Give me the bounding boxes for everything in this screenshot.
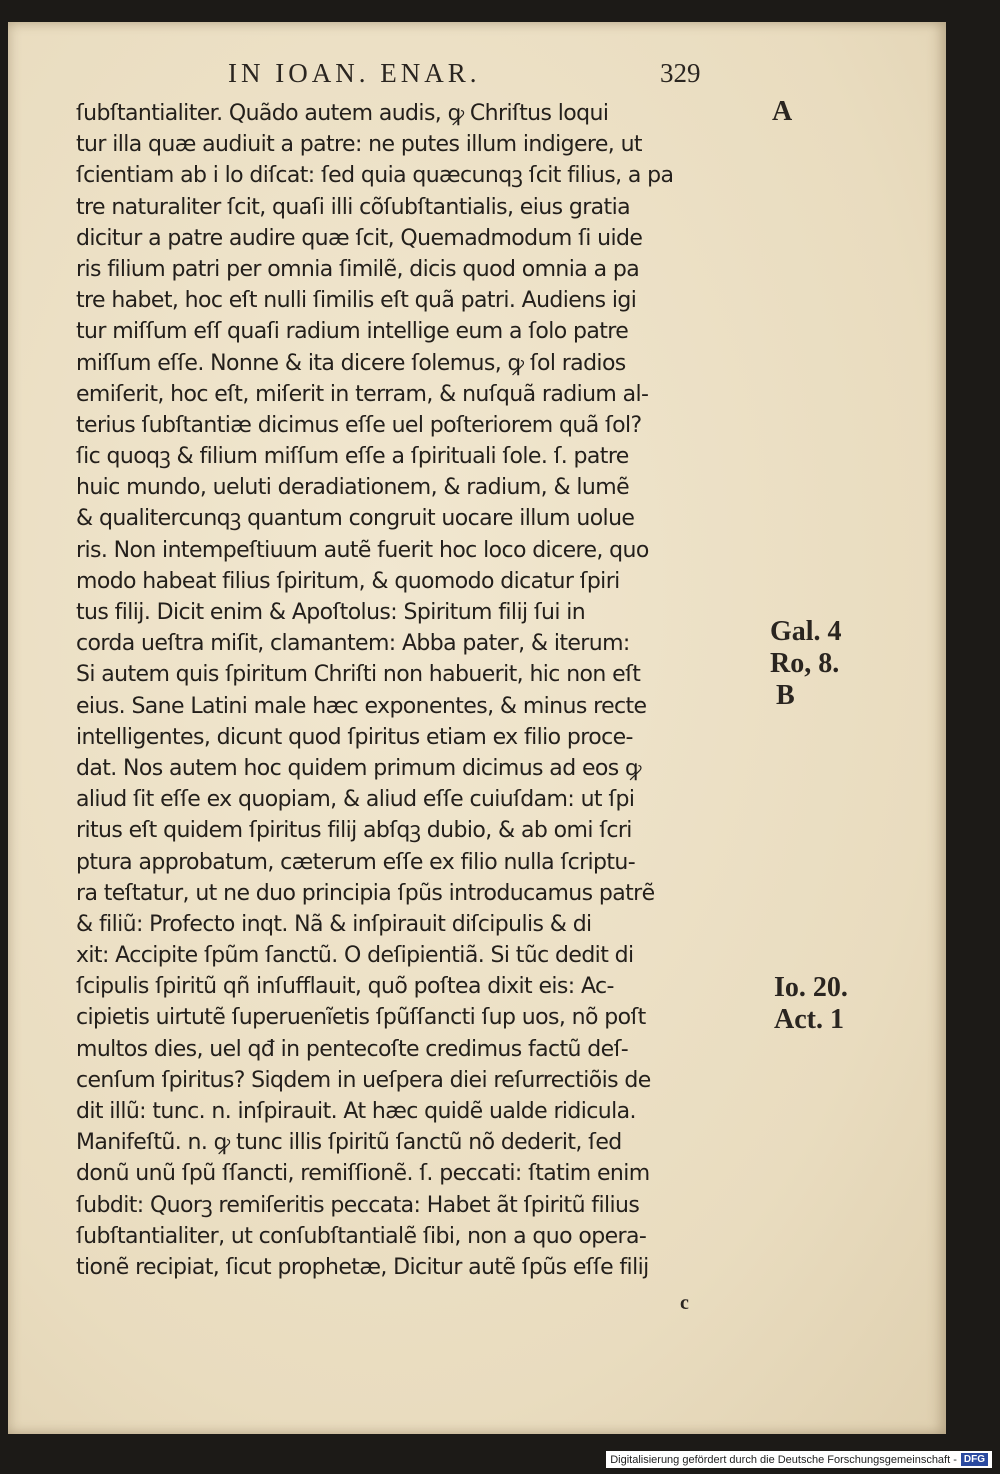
text-line: tus filij. Dicit enim & Apoſtolus: Spiritum filij ſui in [76, 600, 586, 625]
margin-ref-acts: Act. 1 [774, 1004, 844, 1035]
text-line: tre naturaliter ſcit, quaſi illi cõſubſtantialis, eius gratia [76, 194, 630, 220]
text-line: aliud ſit eſſe ex quopiam, & aliud eſſe cuiuſdam: ut ſpi [76, 787, 635, 813]
text-line: ſubſtantialiter, ut conſubſtantialẽ ſibi, non a quo opera- [76, 1223, 647, 1249]
text-line: dit illũ: tunc. n. inſpirauit. At hæc quidẽ ualde ridicula. [76, 1099, 636, 1124]
text-line: xit: Accipite ſpũm ſanctũ. O deſipientiã. Si tũc dedit di [76, 943, 634, 969]
text-line: ra teſtatur, ut ne duo principia ſpũs introducamus patrẽ [76, 880, 655, 906]
text-line: tur miſſum eſſ quaſi radium intellige eum a ſolo patre [76, 319, 629, 345]
text-line: cenſum ſpiritus? Siqdem in ueſpera diei reſurrectiõis de [76, 1067, 651, 1093]
catchword: c [680, 1292, 689, 1314]
text-line: ſubſtantialiter. Quãdo autem audis, ꝙ Chriſtus loqui [76, 101, 609, 126]
text-line: ſcientiam ab i lo diſcat: ſed quia quæcunqꝫ ſcit filius, a pa [76, 163, 674, 189]
running-head: IN IOAN. ENAR. [228, 58, 481, 88]
credit-text: Digitalisierung gefördert durch die Deutsche Forschungsgemeinschaft - [610, 1453, 957, 1466]
margin-section-a: A [772, 96, 793, 127]
text-line: ritus eſt quidem ſpiritus filij abſqꝫ dubio, & ab omi ſcri [76, 818, 632, 844]
text-line: donũ unũ ſpũ ſſancti, remiſſionẽ. ſ. peccati: ſtatim enim [76, 1161, 650, 1187]
text-line: ris filium patri per omnia ſimilẽ, dicis quod omnia a pa [76, 256, 640, 282]
text-line: cipietis uirtutẽ ſuperuenĩetis ſpũſſancti ſup uos, nõ poſt [76, 1005, 646, 1031]
margin-ref-john: Io. 20. [774, 972, 848, 1003]
text-line: miſſum eſſe. Nonne & ita dicere ſolemus, ꝙ ſol radios [76, 350, 626, 376]
text-line: intelligentes, dicunt quod ſpiritus etiam ex filio proce- [76, 724, 633, 750]
margin-ref-romans: Ro, 8. [770, 648, 840, 679]
text-line: & qualitercunqꝫ quantum congruit uocare illum uolue [76, 506, 635, 532]
text-line: Manifeſtũ. n. ꝙ tunc illis ſpiritũ ſanctũ nõ dederit, ſed [76, 1130, 622, 1156]
text-line: ſubdit: Quorꝫ remiſeritis peccata: Habet ãt ſpiritũ filius [76, 1192, 640, 1218]
text-line: & filiũ: Profecto inqt. Nã & inſpirauit diſcipulis & di [76, 911, 592, 937]
page-number: 329 [660, 58, 701, 88]
text-line: emiſerit, hoc eſt, miſerit in terram, & nuſquã radium al- [76, 381, 649, 407]
text-line: tionẽ recipiat, ſicut prophetæ, Dicitur autẽ ſpũs eſſe filij [76, 1254, 649, 1280]
dfg-logo: DFG [961, 1453, 988, 1466]
body-text [76, 98, 766, 1283]
text-line: ptura approbatum, cæterum eſſe ex filio nulla ſcriptu- [76, 849, 636, 875]
text-line: ſic quoqꝫ & filium miſſum eſſe a ſpirituali ſole. ſ. patre [76, 444, 629, 470]
digitization-credit [606, 1451, 992, 1468]
text-line: modo habeat filius ſpiritum, & quomodo dicatur ſpiri [76, 568, 620, 594]
text-line: tur illa quæ audiuit a patre: ne putes illum indigere, ut [76, 132, 642, 158]
text-line: eius. Sane Latini male hæc exponentes, & minus recte [76, 693, 647, 719]
text-line: tre habet, hoc eſt nulli ſimilis eſt quã patri. Audiens igi [76, 288, 637, 314]
text-line: huic mundo, ueluti deradiationem, & radium, & lumẽ [76, 475, 630, 501]
text-line: Si autem quis ſpiritum Chriſti non habuerit, hic non eſt [76, 662, 641, 688]
text-line: terius ſubſtantiæ dicimus eſſe uel poſteriorem quã ſol? [76, 412, 642, 438]
text-line: multos dies, uel qđ in pentecoſte credimus factũ deſ- [76, 1036, 629, 1062]
text-line: corda ueſtra miſit, clamantem: Abba pater, & iterum: [76, 631, 630, 657]
text-line: dat. Nos autem hoc quidem primum dicimus ad eos ꝙ [76, 755, 641, 781]
margin-ref-galatians: Gal. 4 [770, 616, 842, 647]
margin-section-b: B [776, 680, 795, 711]
text-line: ris. Non intempeſtiuum autẽ fuerit hoc loco dicere, quo [76, 537, 649, 563]
text-line: ſcipulis ſpiritũ qñ inſufflauit, quõ poſtea dixit eis: Ac- [76, 974, 614, 1000]
text-line: dicitur a patre audire quæ ſcit, Quemadmodum ſi uide [76, 225, 643, 251]
